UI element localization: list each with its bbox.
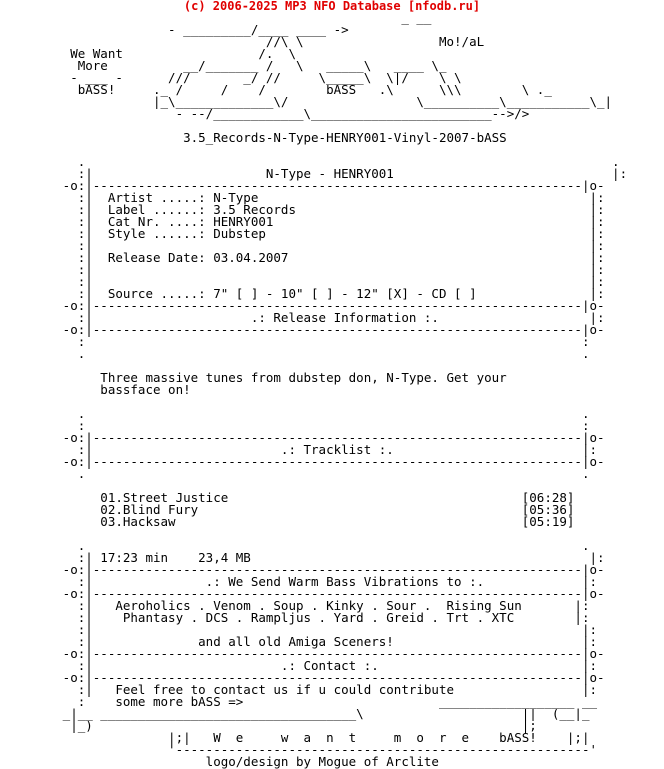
nfodb-header-link[interactable]: (c) 2006-2025 MP3 NFO Database [nfodb.ru] (183, 0, 481, 13)
nfo-ascii-art-document: _ __ - _________/____ ____ -> //\ \ Mo!/aL We Want /. \ More __/_______ / \ _____\ ____ \_ - ___ - /// _/ // \_____\ \|/ \ \ bASS! ._ / / / bASS .\ \\\ \ ._ |_\_____________\/ \__________\___________\_| - --/____________\________________________-->/> 3.5_Records-N-Type-HENRY001-Vinyl-2007-bASS . . :| N-Type - HENRY001 |: -o:|-----------------------------------------------------------------|o- :| Artist .....: N-Type |: :| Label ......: 3.5 Records |: :| Cat Nr. ....: HENRY001 |: :| Style ......: Dubstep |: :| |: :| Release Date: 03.04.2007 |: :| |: :| |: :| Source .....: 7" [ ] - 10" [ ] - 12" [X] - CD [ ] |: -o:|-----------------------------------------------------------------|o- :| .: Release Information :. |: -o:|-----------------------------------------------------------------|o- : : . . Three massive tunes from dubstep don, N-Type. Get your bassface on! . . : : -o:|-----------------------------------------------------------------|o- :| .: Tracklist :. |: -o:|-----------------------------------------------------------------|o- . . 01.Street Justice [06:28] 02.Blind Fury [05:36] 03.Hacksaw [05:19] . . :| 17:23 min 23,4 MB |: -o:|-----------------------------------------------------------------|o- :| .: We Send Warm Bass Vibrations to :. |: -o:|-----------------------------------------------------------------|o- :| Aeroholics . Venom . Soup . Kinky . Sour . Rising Sun |: :| Phantasy . DCS . Rampljus . Yard . Greid . Trt . XTC |: :| |: :| and all old Amiga Sceners! |: -o:|-----------------------------------------------------------------|o- :| .: Contact :. |: -o:|-----------------------------------------------------------------|o- :| Feel free to contact us if u could contribute |: : some more bASS => __________________ __ _|__ __________________________________\ || (__|_ |_) |; |;| W e w a n t m o r e bASS! |;| '-------------------------------------------------------' logo/design by Mogue of Arclite (62, 10, 628, 769)
